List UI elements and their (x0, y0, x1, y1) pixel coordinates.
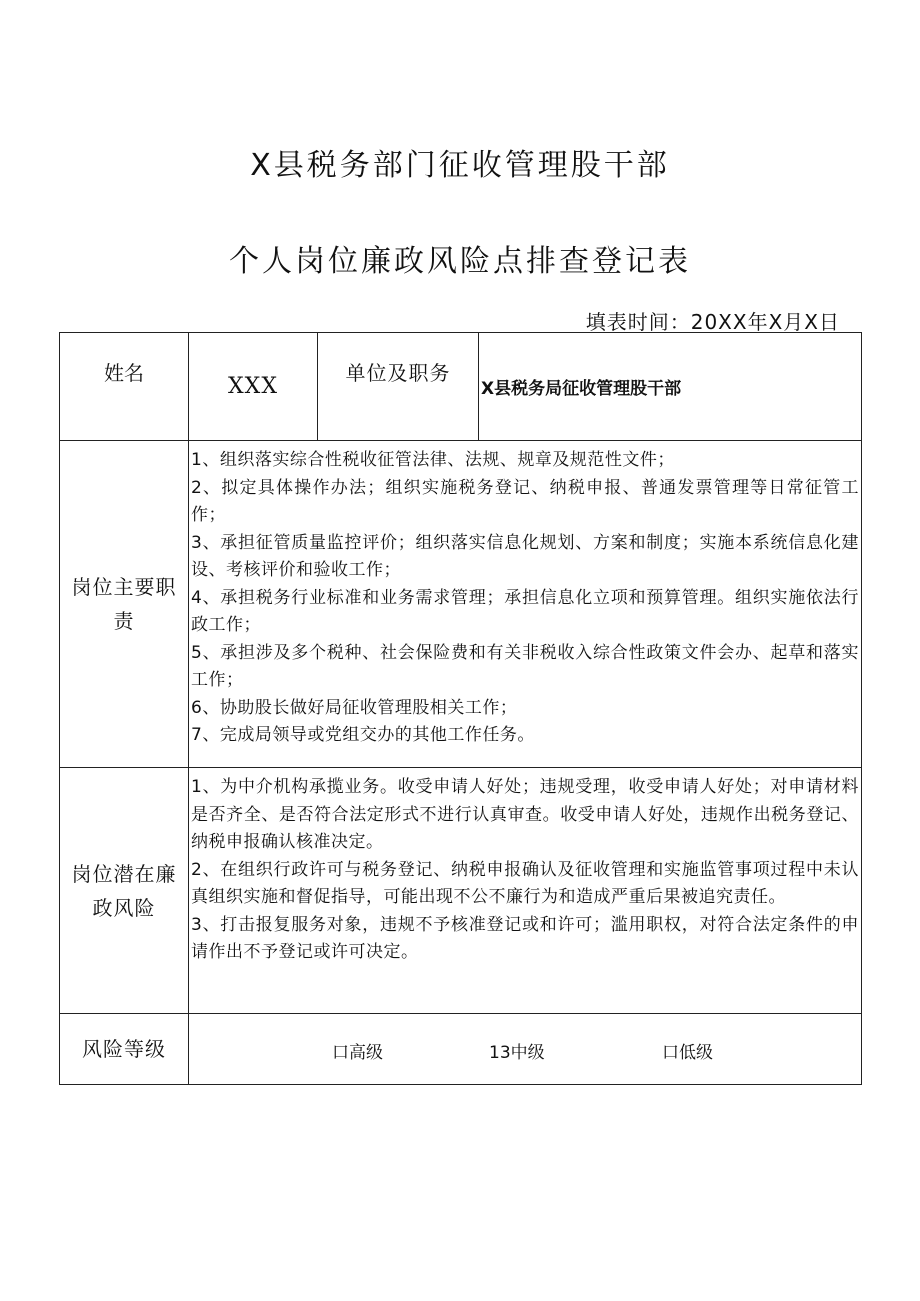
registration-table (59, 332, 862, 1085)
form-title-line2: 个人岗位廉政风险点排查登记表 (229, 244, 691, 279)
risks-label (60, 768, 189, 1014)
duty-item: 1、组织落实综合性税收征管法律、法规、规章及规范性文件； (191, 450, 675, 470)
risk-item: 2、在组织行政许可与税务登记、纳税申报确认及征收管理和实施监管事项过程中未认真组织实施和督促指导，可能出现不公不廉行为和造成严重后果被追究责任。 (191, 859, 859, 907)
fill-date: 填表时间：20XX年X月X日 (585, 310, 840, 334)
duties-label-text: 岗位主要职责 (71, 575, 177, 633)
duty-item: 3、承担征管质量监控评价；组织落实信息化规划、方案和制度；实施本系统信息化建设、考核评价和验收工作； (191, 532, 859, 580)
name-label: 姓名 (60, 333, 189, 441)
form-title-line1: X县税务部门征收管理股干部 (250, 148, 670, 183)
duty-item: 6、协助股长做好局征收管理股相关工作； (191, 697, 518, 718)
duty-item: 5、承担涉及多个税种、社会保险费和有关非税收入综合性政策文件会办、起草和落实工作； (191, 642, 859, 690)
duty-item: 7、完成局领导或党组交办的其他工作任务。 (191, 725, 535, 745)
duties-list (189, 441, 862, 768)
name-value: XXX (189, 333, 318, 441)
level-medium-option[interactable]: 13中级 (489, 1043, 545, 1063)
risk-item: 1、为中介机构承揽业务。收受申请人好处；违规受理，收受申请人好处；对申请材料是否齐全、是否符合法定形式不进行认真审查。收受申请人好处，违规作出税务登记、纳税申报确认核准决定。 (191, 777, 859, 852)
risks-row (60, 768, 862, 1014)
level-label: 风险等级 (60, 1014, 189, 1085)
duties-label (60, 441, 189, 768)
unit-value: X县税务局征收管理股干部 (479, 333, 862, 441)
unit-label: 单位及职务 (318, 333, 479, 441)
risks-label-text: 岗位潜在廉政风险 (71, 861, 177, 920)
level-row (60, 1014, 862, 1085)
level-options (189, 1014, 862, 1085)
duties-row (60, 441, 862, 768)
risks-list (189, 768, 862, 1014)
duty-item: 4、承担税务行业标准和业务需求管理；承担信息化立项和预算管理。组织实施依法行政工作； (191, 587, 859, 635)
level-low-option[interactable]: 口低级 (662, 1043, 713, 1063)
level-high-option[interactable]: 口高级 (332, 1043, 383, 1063)
risk-item: 3、打击报复服务对象，违规不予核准登记或和许可；滥用职权，对符合法定条件的申请作出不予登记或许可决定。 (191, 914, 859, 962)
name-row (60, 333, 862, 441)
duty-item: 2、拟定具体操作办法；组织实施税务登记、纳税申报、普通发票管理等日常征管工作； (191, 477, 859, 525)
